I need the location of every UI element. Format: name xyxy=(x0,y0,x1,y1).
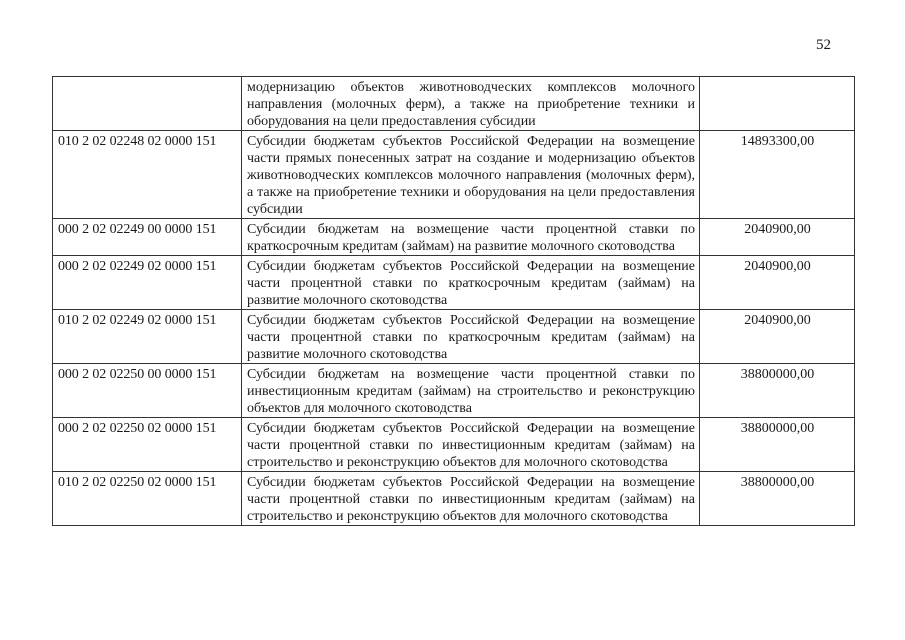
page-number: 52 xyxy=(816,37,831,53)
budget-code-cell: 010 2 02 02249 02 0000 151 xyxy=(53,310,242,364)
description-cell: Субсидии бюджетам субъектов Российской Федерации на возмещение части процентной ставки по краткосрочным кредитам (займам) на развитие молочного скотоводства xyxy=(242,310,700,364)
budget-code-cell: 010 2 02 02248 02 0000 151 xyxy=(53,131,242,219)
budget-code-cell: 010 2 02 02250 02 0000 151 xyxy=(53,472,242,526)
description-cell: Субсидии бюджетам субъектов Российской Федерации на возмещение части процентной ставки по краткосрочным кредитам (займам) на развитие молочного скотоводства xyxy=(242,256,700,310)
table-row xyxy=(53,131,855,219)
amount-cell: 38800000,00 xyxy=(700,418,855,472)
table-row xyxy=(53,364,855,418)
table-row xyxy=(53,310,855,364)
table-row xyxy=(53,472,855,526)
amount-cell: 38800000,00 xyxy=(700,364,855,418)
description-cell: Субсидии бюджетам на возмещение части процентной ставки по краткосрочным кредитам (займам) на развитие молочного скотоводства xyxy=(242,219,700,256)
budget-code-cell xyxy=(53,77,242,131)
budget-code-cell: 000 2 02 02249 02 0000 151 xyxy=(53,256,242,310)
description-cell: модернизацию объектов животноводческих комплексов молочного направления (молочных ферм), а также на приобретение техники и оборудования на цели предоставления субсидии xyxy=(242,77,700,131)
description-cell: Субсидии бюджетам субъектов Российской Федерации на возмещение части процентной ставки по инвестиционным кредитам (займам) на строительство и реконструкцию объектов для молочного скотоводства xyxy=(242,418,700,472)
amount-cell: 14893300,00 xyxy=(700,131,855,219)
budget-table xyxy=(52,76,855,526)
amount-cell xyxy=(700,77,855,131)
amount-cell: 2040900,00 xyxy=(700,310,855,364)
amount-cell: 2040900,00 xyxy=(700,219,855,256)
amount-cell: 2040900,00 xyxy=(700,256,855,310)
description-cell: Субсидии бюджетам субъектов Российской Федерации на возмещение части процентной ставки по инвестиционным кредитам (займам) на строительство и реконструкцию объектов для молочного скотоводства xyxy=(242,472,700,526)
budget-code-cell: 000 2 02 02250 02 0000 151 xyxy=(53,418,242,472)
table-row xyxy=(53,219,855,256)
table-row xyxy=(53,418,855,472)
table-row xyxy=(53,77,855,131)
description-cell: Субсидии бюджетам субъектов Российской Федерации на возмещение части прямых понесенных затрат на создание и модернизацию объектов животноводческих комплексов молочного направления (молочных ферм), а также на приобретение техники и оборудования на цели предоставления субсидии xyxy=(242,131,700,219)
table-row xyxy=(53,256,855,310)
budget-code-cell: 000 2 02 02250 00 0000 151 xyxy=(53,364,242,418)
description-cell: Субсидии бюджетам на возмещение части процентной ставки по инвестиционным кредитам (займам) на строительство и реконструкцию объектов для молочного скотоводства xyxy=(242,364,700,418)
budget-code-cell: 000 2 02 02249 00 0000 151 xyxy=(53,219,242,256)
amount-cell: 38800000,00 xyxy=(700,472,855,526)
